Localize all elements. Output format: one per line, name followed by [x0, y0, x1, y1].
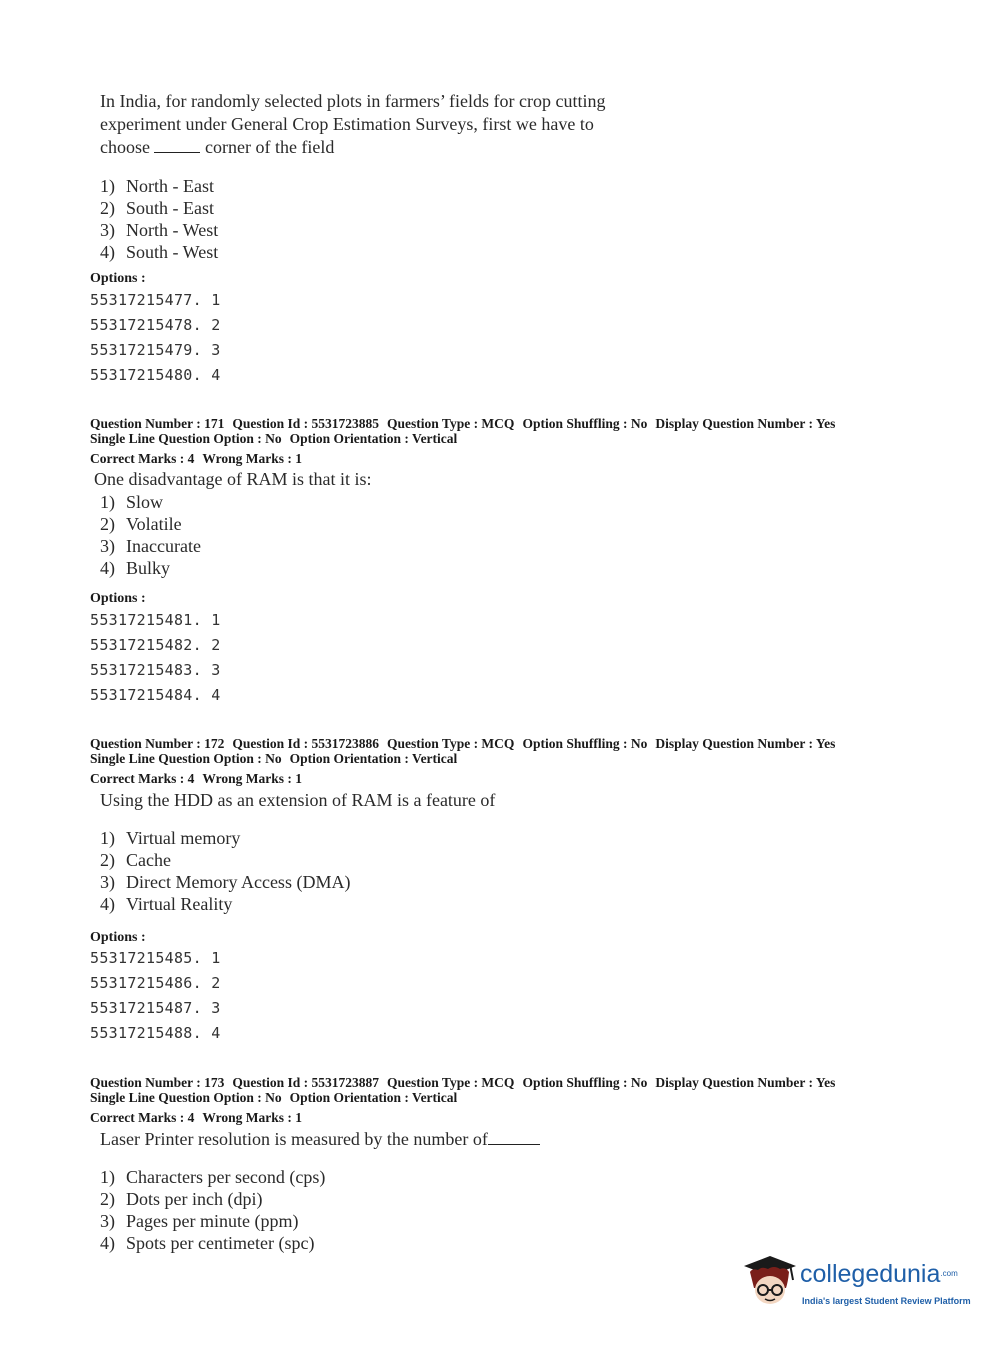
option-id: 55317215480. 4: [90, 366, 221, 384]
q171-meta-line1: Question Number : 171 Question Id : 5531723885 Question Type : MCQ Option Shuffling : No Display Question Number : Yes: [90, 416, 836, 431]
collegedunia-logo: [740, 1250, 970, 1314]
q172-choices: [100, 827, 350, 915]
q173-choices: [100, 1166, 325, 1254]
q170-stem-line: choose corner of the field: [100, 137, 335, 157]
logo-wordmark: collegedunia$^{.com}$: [800, 1260, 958, 1288]
choice-item: 4) Virtual Reality: [100, 894, 233, 914]
logo-tagline: India's largest Student Review Platform: [802, 1296, 971, 1306]
option-id: 55317215484. 4: [90, 686, 221, 704]
choice-item: 1) Characters per second (cps): [100, 1167, 326, 1187]
option-id: 55317215488. 4: [90, 1024, 221, 1042]
option-id: 55317215482. 2: [90, 636, 221, 654]
q172-stem: Using the HDD as an extension of RAM is a feature of: [100, 790, 496, 810]
option-id: 55317215487. 3: [90, 999, 221, 1017]
q171-marks: Correct Marks : 4 Wrong Marks : 1: [90, 451, 302, 466]
options-label: Options :: [90, 591, 146, 606]
q172-meta-line2: Single Line Question Option : No Option Orientation : Vertical: [90, 751, 458, 766]
choice-item: 3) North - West: [100, 220, 219, 240]
choice-item: 3) Inaccurate: [100, 536, 201, 556]
choice-item: 3) Direct Memory Access (DMA): [100, 872, 351, 892]
q171-stem: One disadvantage of RAM is that it is:: [94, 469, 372, 489]
choice-item: 4) South - West: [100, 242, 219, 262]
q172-meta-line1: Question Number : 172 Question Id : 5531723886 Question Type : MCQ Option Shuffling : No Display Question Number : Yes: [90, 736, 836, 751]
options-label: Options :: [90, 930, 146, 945]
choice-item: 4) Bulky: [100, 558, 171, 578]
options-label: Options :: [90, 271, 146, 286]
q171-choices: [100, 491, 201, 579]
q170-stem-line: experiment under General Crop Estimation Surveys, first we have to: [100, 114, 594, 134]
q173-meta-line2: Single Line Question Option : No Option Orientation : Vertical: [90, 1090, 458, 1105]
choice-item: 1) North - East: [100, 176, 214, 196]
choice-item: 4) Spots per centimeter (spc): [100, 1233, 315, 1253]
choice-item: 2) Volatile: [100, 514, 182, 534]
q170-stem: [100, 90, 606, 159]
option-id: 55317215483. 3: [90, 661, 221, 679]
answer-blank: [488, 1130, 540, 1145]
choice-item: 2) Cache: [100, 850, 171, 870]
q170-stem-line: In India, for randomly selected plots in farmers’ fields for crop cutting: [100, 91, 606, 111]
mascot-icon: [740, 1250, 800, 1310]
q173-marks: Correct Marks : 4 Wrong Marks : 1: [90, 1110, 302, 1125]
q173-meta-line1: Question Number : 173 Question Id : 5531723887 Question Type : MCQ Option Shuffling : No Display Question Number : Yes: [90, 1075, 836, 1090]
choice-item: 2) Dots per inch (dpi): [100, 1189, 263, 1209]
option-id: 55317215477. 1: [90, 291, 221, 309]
option-id: 55317215479. 3: [90, 341, 221, 359]
q171-meta-line2: Single Line Question Option : No Option Orientation : Vertical: [90, 431, 458, 446]
q170-choices: [100, 175, 218, 263]
choice-item: 3) Pages per minute (ppm): [100, 1211, 299, 1231]
option-id: 55317215481. 1: [90, 611, 221, 629]
option-id: 55317215478. 2: [90, 316, 221, 334]
q173-stem: Laser Printer resolution is measured by the number of: [100, 1128, 540, 1151]
option-id: 55317215485. 1: [90, 949, 221, 967]
q172-marks: Correct Marks : 4 Wrong Marks : 1: [90, 771, 302, 786]
choice-item: 2) South - East: [100, 198, 214, 218]
choice-item: 1) Virtual memory: [100, 828, 241, 848]
answer-blank: [154, 138, 200, 153]
choice-item: 1) Slow: [100, 492, 164, 512]
option-id: 55317215486. 2: [90, 974, 221, 992]
